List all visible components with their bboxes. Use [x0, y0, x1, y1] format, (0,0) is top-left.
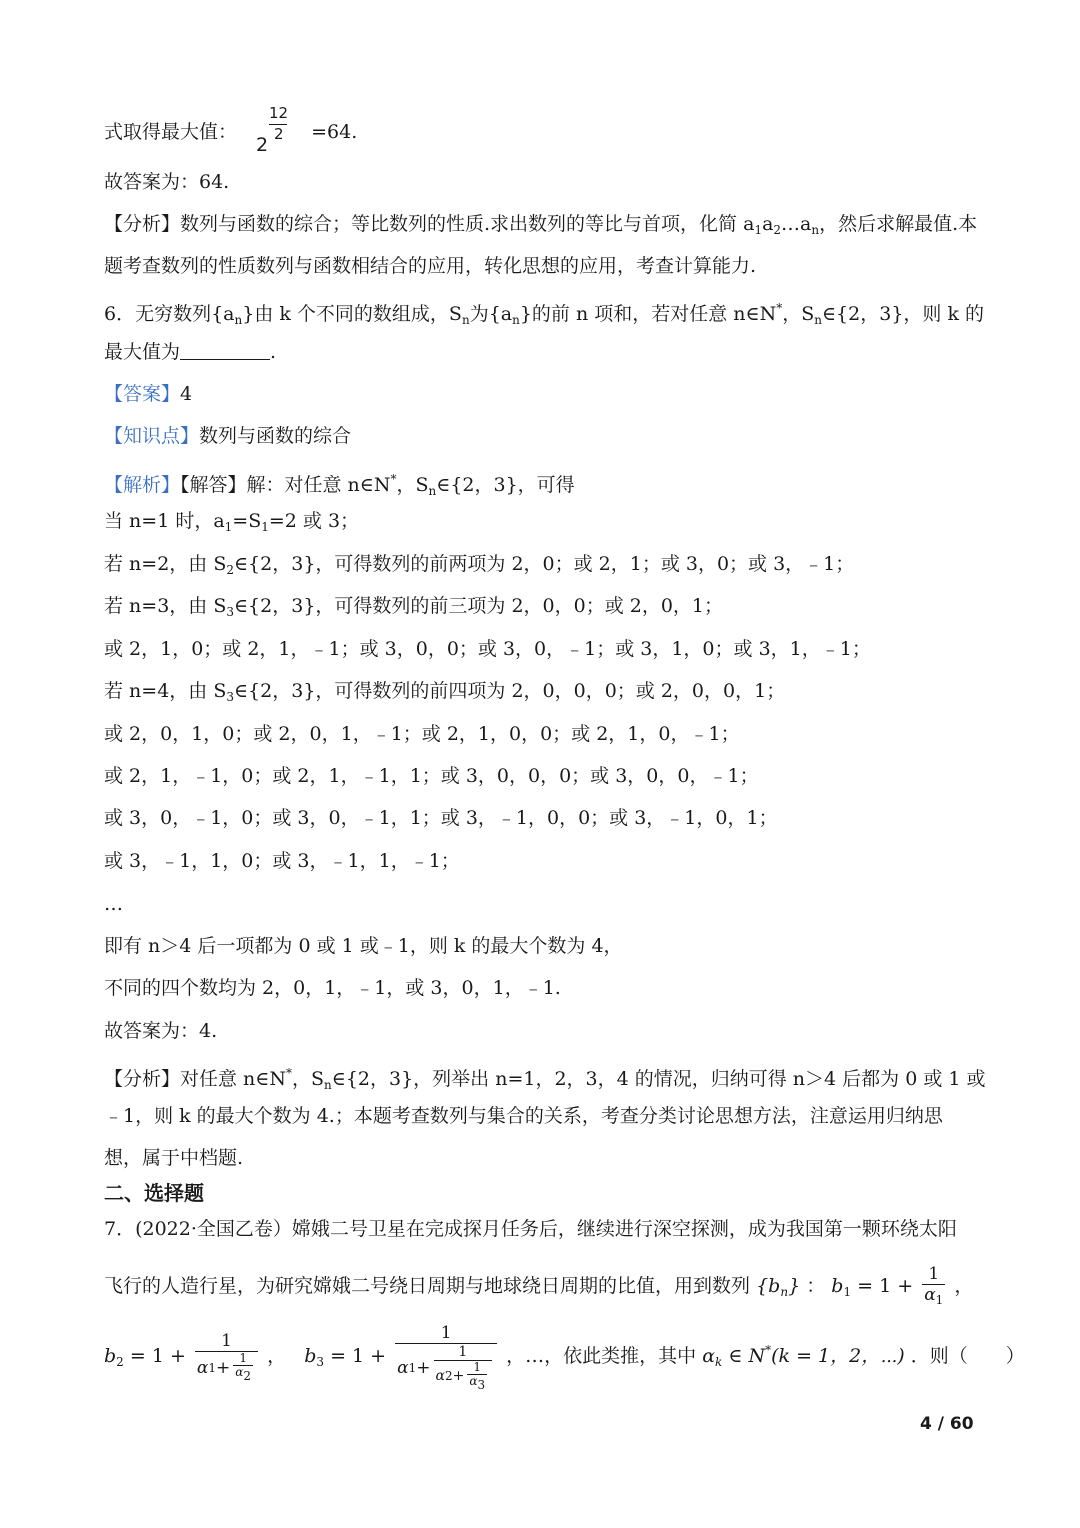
num: 1 [458, 1343, 468, 1360]
text: 飞行的人造行星，为研究嫦娥二号绕日周期与地球绕日周期的比值，用到数列 [104, 1275, 751, 1297]
sub: n [461, 313, 470, 327]
analysis-2-line-1 [104, 1061, 986, 1097]
sub: 1 [843, 1285, 852, 1299]
conclusion-line-1: 即有 n＞4 后一项都为 0 或 1 或﹣1，则 k 的最大个数为 4， [104, 935, 623, 957]
fraction-b2 [195, 1331, 258, 1383]
knowledge-point-value: 数列与函数的综合 [199, 425, 352, 447]
text: ∈{2，3}，可得数列的前两项为 2，0；或 2，1；或 3，0；或 3，﹣1； [233, 553, 855, 575]
math: = 1 + [129, 1345, 186, 1367]
math: α [397, 1357, 409, 1378]
math: } [788, 1275, 801, 1297]
sub: n [814, 313, 822, 327]
sub: 2 [444, 1369, 453, 1383]
num: 1 [928, 1264, 940, 1284]
q6-text: 为{a [469, 303, 513, 325]
question-7-line-1: 7．(2022·全国乙卷）嫦娥二号卫星在完成探月任务后，继续进行深空探测，成为我国第一颗环绕太阳 [104, 1218, 957, 1240]
conclusion-line-2: 不同的四个数均为 2，0，1，﹣1，或 3，0，1，﹣1. [104, 977, 561, 999]
math: + [216, 1357, 231, 1378]
analysis-2-line-3: 想，属于中档题. [104, 1147, 244, 1169]
math: α [924, 1285, 936, 1305]
text: ．则（ ） [910, 1345, 1025, 1367]
fraction-b3 [395, 1323, 497, 1392]
knowledge-point-tag: 【知识点】 [104, 425, 200, 447]
answer-line-2: 故答案为：4. [104, 1020, 218, 1042]
sub: 3 [226, 605, 234, 619]
math: α [235, 1365, 244, 1379]
math: b [104, 1345, 117, 1367]
den [395, 1343, 497, 1392]
analysis-text-a: 数列与函数的综合；等比数列的性质.求出数列的等比与首项，化简 a [180, 213, 755, 235]
num: 1 [440, 1322, 452, 1343]
analysis-text-d: ，然后求解最值.本 [819, 213, 978, 235]
math: = 1 + [330, 1345, 387, 1367]
answer-value: 4 [180, 383, 193, 405]
solution-tag: 【解析】 [104, 474, 181, 496]
case-n4-cont-3: 或 3，0，﹣1，0；或 3，0，﹣1，1；或 3，﹣1，0，0；或 3，﹣1，0，1； [104, 807, 778, 829]
q6-text: ∈{2，3}，则 k 的 [821, 303, 984, 325]
sub: 2 [226, 563, 234, 577]
case-n1 [104, 509, 359, 539]
sub: k [715, 1355, 723, 1369]
sub: 3 [477, 1377, 486, 1392]
q6-text: 最大值为 [104, 341, 181, 363]
sub: 2 [773, 223, 782, 237]
math: = 1 + [857, 1275, 914, 1297]
math: + [452, 1368, 465, 1384]
sub: n [512, 313, 520, 327]
question-7-line-3 [104, 1320, 1025, 1392]
den [195, 1351, 258, 1383]
sub: 3 [226, 690, 234, 704]
math: b [831, 1275, 844, 1297]
max-value-line [104, 120, 357, 144]
case-n2 [104, 552, 854, 582]
sub: 2 [116, 1355, 124, 1369]
sup: * [390, 472, 397, 486]
page-number: 4 / 60 [920, 1414, 974, 1434]
solution-row [104, 467, 575, 503]
text: ，S [291, 1068, 325, 1090]
den [233, 1365, 253, 1383]
sub: 1 [935, 1293, 944, 1307]
text: =2 或 3； [268, 510, 360, 532]
q6-text: }由 k 个不同的数组成，S [242, 303, 462, 325]
exponent-denominator: 2 [274, 125, 284, 143]
math: + [416, 1357, 431, 1378]
den [922, 1284, 945, 1310]
answer-line-1: 故答案为：64. [104, 171, 230, 193]
sub: 1 [754, 223, 763, 237]
sub: 2 [243, 1369, 252, 1383]
case-n3 [104, 594, 723, 624]
text: 若 n=4，由 S [104, 680, 227, 702]
sub: n [428, 484, 437, 498]
text: =S [232, 510, 262, 532]
sub: 3 [316, 1355, 325, 1369]
math: ∈ N [728, 1345, 766, 1367]
exponent-numerator: 12 [269, 104, 289, 122]
text: ∈{2，3}，列举出 n=1，2，3，4 的情况，归纳可得 n＞4 后都为 0 或 1 或 [331, 1068, 986, 1090]
knowledge-point-row [104, 424, 351, 448]
answer-blank [180, 343, 270, 360]
q6-text: . [270, 341, 277, 363]
question-7-line-2 [104, 1264, 973, 1312]
sub: 1 [261, 520, 269, 534]
analysis-line-1 [104, 212, 977, 242]
case-n4-cont-4: 或 3，﹣1，1，0；或 3，﹣1，1，﹣1； [104, 850, 460, 872]
text: 当 n=1 时，a [104, 510, 225, 532]
analysis-tag: 【分析】 [104, 213, 181, 235]
question-6-line-2 [104, 340, 276, 364]
text: ，…，依此类推，其中 [506, 1345, 697, 1367]
text: 若 n=2，由 S [104, 553, 227, 575]
text: ∈{2，3}，可得数列的前三项为 2，0，0；或 2，0，1； [233, 595, 724, 617]
analysis-line-2: 题考查数列的性质数列与函数相结合的应用，转化思想的应用，考查计算能力. [104, 255, 757, 277]
sub: 1 [208, 1360, 217, 1375]
den [467, 1374, 487, 1392]
ellipsis-line: … [104, 893, 123, 915]
math: {b [756, 1275, 781, 1297]
analysis-2-line-2: ﹣1，则 k 的最大个数为 4.；本题考查数列与集合的关系，考查分类讨论思想方法，注意运用归纳思 [104, 1105, 943, 1127]
section-heading: 二、选择题 [104, 1181, 204, 1205]
num: 1 [473, 1359, 482, 1374]
case-n3-cont: 或 2，1，0；或 2，1，﹣1；或 3，0，0；或 3，0，﹣1；或 3，1，0；或 3，1，﹣1； [104, 638, 871, 660]
math: α [702, 1345, 716, 1367]
text: ∈{2，3}，可得数列的前四项为 2，0，0，0；或 2，0，0，1； [233, 680, 786, 702]
text: 若 n=3，由 S [104, 595, 227, 617]
num: 1 [239, 1351, 247, 1365]
q6-text: ，S [782, 303, 815, 325]
solution-text: ∈{2，3}，可得 [436, 474, 575, 496]
sub: n [780, 1285, 789, 1299]
case-n4-cont-1: 或 2，0，1，0；或 2，0，1，﹣1；或 2，1，0，0；或 2，1，0，﹣1； [104, 723, 740, 745]
sup: * [765, 1343, 772, 1357]
case-n4 [104, 679, 785, 709]
math: α [469, 1373, 478, 1388]
sup: * [776, 301, 783, 315]
text: ， [954, 1275, 974, 1297]
text: ， [267, 1345, 287, 1367]
solution-text: ，S [396, 474, 429, 496]
sub: n [811, 223, 820, 237]
math: α [435, 1368, 445, 1384]
num: 1 [221, 1331, 232, 1351]
q6-text: }的前 n 项和，若对任意 n∈N [519, 303, 777, 325]
answer-row [104, 382, 192, 406]
sup: * [285, 1066, 292, 1080]
case-n4-cont-2: 或 2，1，﹣1，0；或 2，1，﹣1，1；或 3，0，0，0；或 3，0，0，﹣1； [104, 765, 759, 787]
text: ： [806, 1275, 826, 1297]
nested-fraction [434, 1344, 493, 1392]
sub: 1 [408, 1360, 417, 1375]
fraction [922, 1264, 945, 1310]
den [434, 1360, 493, 1392]
max-value-result: =64. [311, 121, 358, 143]
sub: 1 [224, 520, 233, 534]
text: 对任意 n∈N [180, 1068, 286, 1090]
answer-tag: 【答案】 [104, 383, 181, 405]
sub: n [234, 313, 243, 327]
nested-fraction-inner [467, 1361, 487, 1392]
question-6-line-1 [104, 296, 984, 332]
power-base: 2 [256, 134, 269, 156]
q6-text: 6．无穷数列{a [104, 303, 235, 325]
math: (k = 1，2，⋯) [771, 1345, 905, 1367]
nested-fraction [233, 1352, 253, 1383]
analysis-text-c: …a [781, 213, 812, 235]
math: b [304, 1345, 317, 1367]
solution-text: 【解答】解：对任意 n∈N [180, 474, 391, 496]
sub: n [324, 1078, 332, 1092]
analysis-tag: 【分析】 [104, 1068, 181, 1090]
max-value-text: 式取得最大值： [104, 121, 238, 143]
analysis-text-b: a [762, 213, 774, 235]
math: α [196, 1357, 209, 1378]
power-expression [250, 104, 290, 156]
